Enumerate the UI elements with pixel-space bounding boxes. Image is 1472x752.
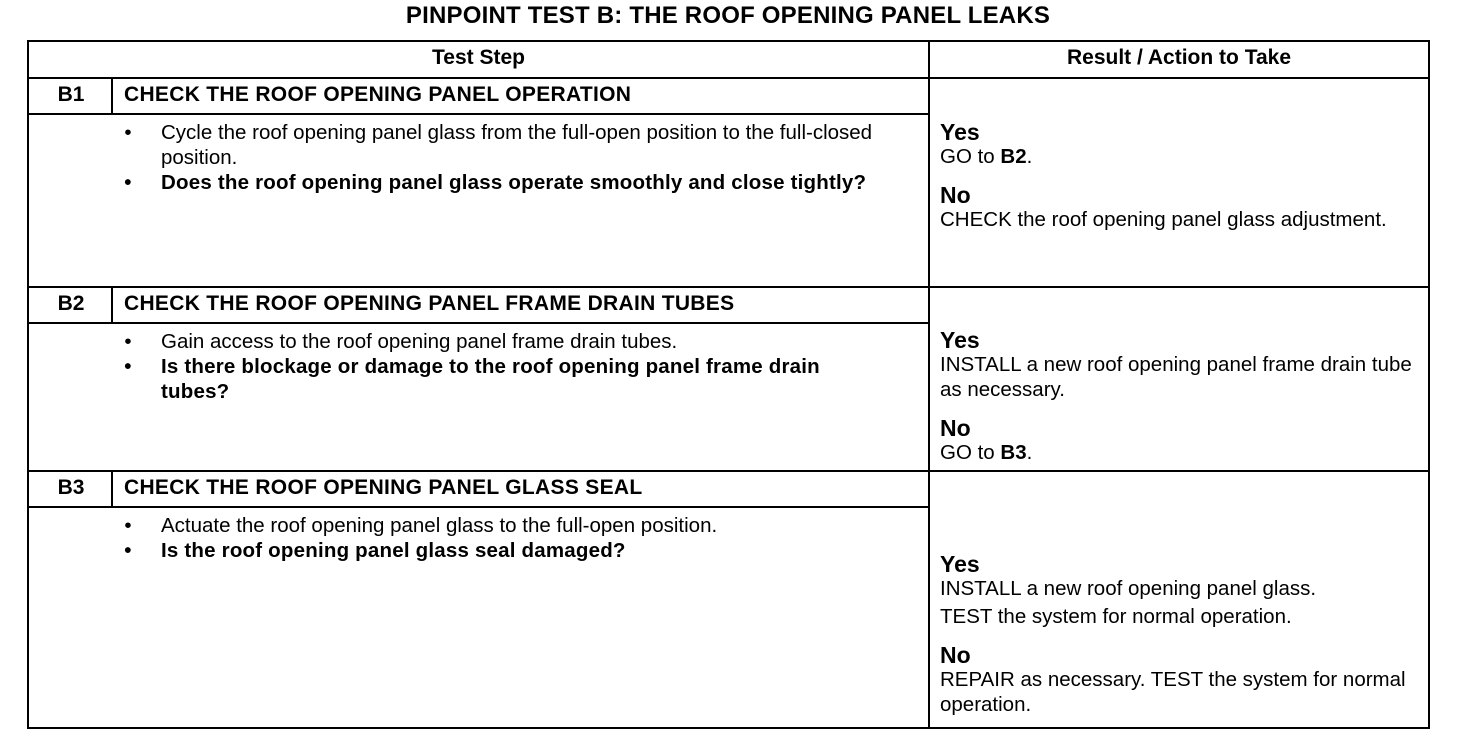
bullet-icon: • [124,330,132,353]
no-label: No [940,415,971,441]
action-text: Gain access to the roof opening panel frame drain tubes. [161,330,678,353]
bullet-icon: • [124,171,132,194]
question-item [121,170,921,195]
header-rule [29,77,1428,79]
action-item [121,329,921,354]
question-item [121,538,921,563]
action-item [121,513,921,538]
yes-action: INSTALL a new roof opening panel glass. [940,577,1317,600]
step-title: CHECK THE ROOF OPENING PANEL FRAME DRAIN TUBES [124,292,735,315]
yes-label: Yes [940,119,980,145]
step-reference: B3 [1000,441,1027,464]
bullet-icon: • [124,355,132,378]
action-item [121,120,921,170]
no-label: No [940,642,971,668]
result-block [940,116,1430,232]
no-action: GO to B3. [940,441,1033,464]
result-header: Result / Action to Take [1066,46,1292,69]
bullet-icon: • [124,121,132,144]
step-id: B1 [57,83,85,106]
yes-label: Yes [940,327,980,353]
step-instructions [121,329,921,404]
result-block [940,548,1430,717]
page-title: PINPOINT TEST B: THE ROOF OPENING PANEL LEAKS [405,2,1051,29]
test-step-header: Test Step [432,46,525,69]
yes-label: Yes [940,551,980,577]
question-item [121,354,861,404]
step-separator [29,286,1428,288]
result-block [940,324,1430,465]
no-label: No [940,182,971,208]
step-id: B2 [57,292,85,315]
pinpoint-test-table [27,40,1430,729]
step-instructions [121,120,921,195]
step-reference: B2 [1000,145,1027,168]
bullet-icon: • [124,539,132,562]
step-instructions [121,513,921,563]
question-text: Does the roof opening panel glass operate smoothly and close tightly? [161,171,867,194]
question-text: Is the roof opening panel glass seal damaged? [161,539,626,562]
step-title-rule [29,506,928,508]
step-separator [29,470,1428,472]
bullet-icon: • [124,514,132,537]
step-id: B3 [57,476,85,499]
column-divider [928,42,930,727]
step-title: CHECK THE ROOF OPENING PANEL GLASS SEAL [124,476,643,499]
step-title: CHECK THE ROOF OPENING PANEL OPERATION [124,83,632,106]
yes-action: GO to B2. [940,145,1033,168]
step-title-rule [29,113,928,115]
yes-action-followup: TEST the system for normal operation. [940,605,1292,628]
question-text: Is there blockage or damage to the roof opening panel frame drain tubes? [161,355,820,403]
yes-action: INSTALL a new roof opening panel frame drain tube as necessary. [940,353,1412,401]
action-text: Actuate the roof opening panel glass to the full-open position. [161,514,718,537]
action-text: Cycle the roof opening panel glass from the full-open position to the full-closed position. [161,121,873,169]
no-action: CHECK the roof opening panel glass adjustment. [940,208,1387,231]
step-title-rule [29,322,928,324]
no-action: REPAIR as necessary. TEST the system for normal operation. [940,668,1406,716]
